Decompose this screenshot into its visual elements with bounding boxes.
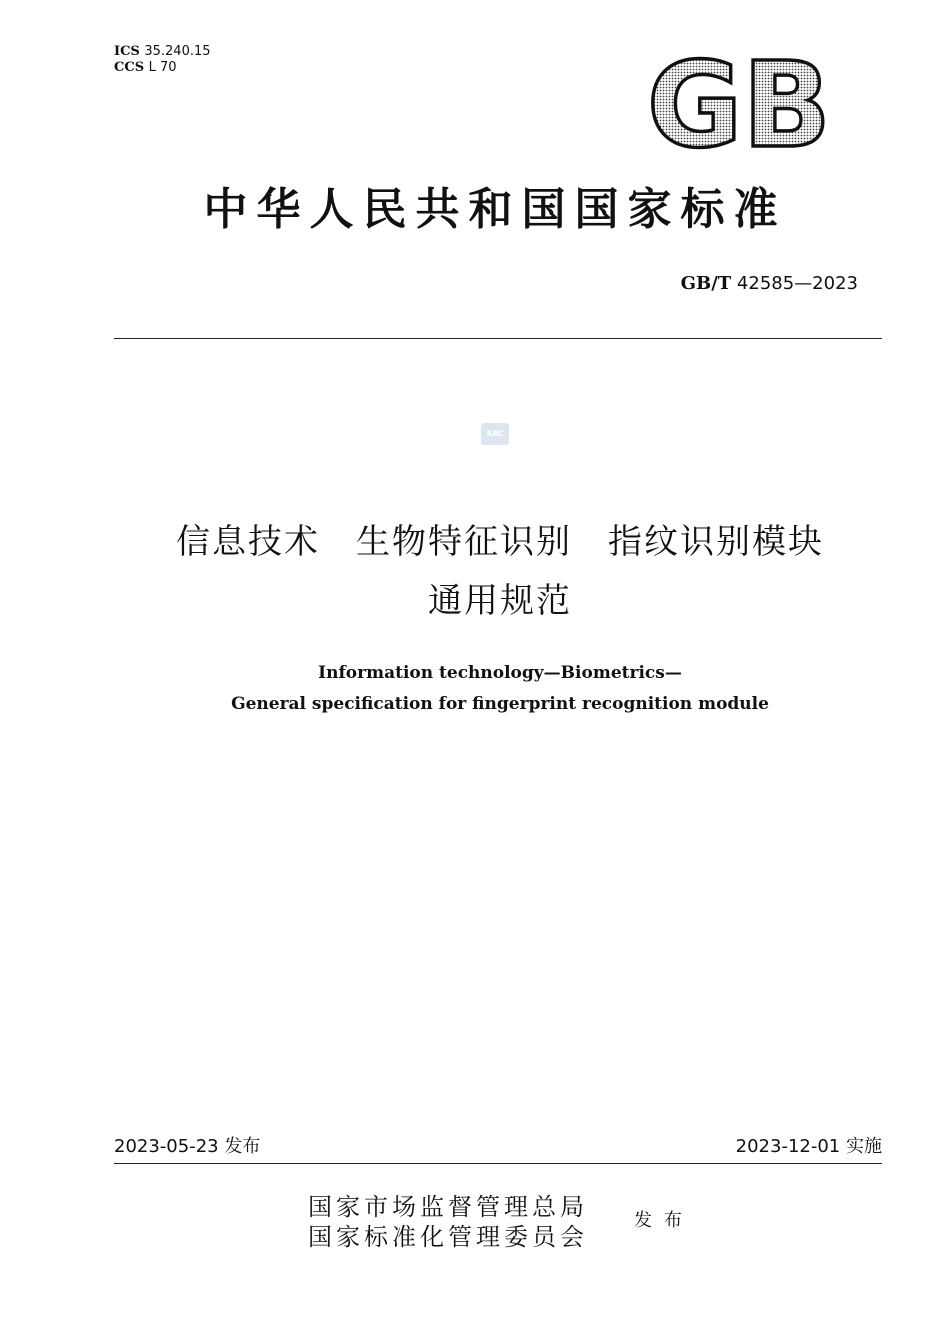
top-divider (114, 338, 882, 339)
issuer-samr: 国家市场监督管理总局 (308, 1193, 588, 1221)
title-en-line2: General specification for fingerprint recognition module (231, 694, 769, 714)
classification-codes (114, 44, 211, 76)
ccs-code (114, 60, 211, 76)
main-title: 中华人民共和国国家标准 (203, 184, 787, 235)
sac-watermark: SAC (481, 423, 509, 445)
ccs-value: L 70 (148, 60, 177, 75)
ics-value: 35.240.15 (144, 44, 211, 59)
title-cn-line2: 通用规范 (428, 581, 572, 621)
standard-number (681, 272, 858, 296)
issuer-sac: 国家标准化管理委员会 (308, 1223, 588, 1251)
gb-logo-text: GB (647, 56, 831, 154)
issue-date: 2023-05-23 发布 (114, 1136, 261, 1157)
bottom-divider (114, 1163, 882, 1164)
ics-code (114, 44, 211, 60)
standard-code: 42585—2023 (736, 273, 858, 294)
gb-logo (644, 56, 834, 154)
ccs-label: CCS (114, 60, 145, 75)
title-en-line1: Information technology—Biometrics— (318, 663, 682, 683)
ics-label: ICS (114, 44, 140, 59)
implementation-date: 2023-12-01 实施 (735, 1136, 882, 1157)
standard-prefix: GB/T (680, 273, 732, 294)
release-label: 发布 (634, 1210, 694, 1231)
title-cn-line1: 信息技术 生物特征识别 指纹识别模块 (176, 522, 824, 562)
